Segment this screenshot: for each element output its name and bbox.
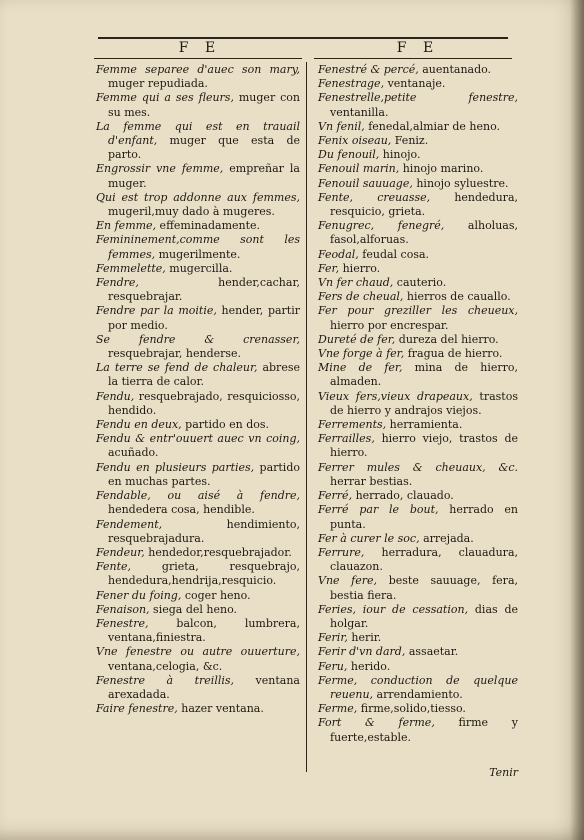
french-headword: Fenugrec, fenegré, <box>318 219 445 233</box>
spanish-gloss: hinojo marino. <box>399 162 484 176</box>
dictionary-entry <box>96 219 300 233</box>
dictionary-entry <box>318 702 518 716</box>
french-headword: Fendeur, <box>96 545 145 559</box>
spanish-gloss: hierros de cauallo. <box>403 290 511 304</box>
spanish-gloss: herradura, clauadura, clauazon. <box>330 545 518 574</box>
french-headword: Du fenouil, <box>318 148 380 162</box>
catchword: Tenir <box>489 766 518 779</box>
spanish-gloss: fragua de hierro. <box>404 347 503 361</box>
dictionary-entry <box>318 333 518 347</box>
spanish-gloss: hinojo. <box>379 148 421 162</box>
dictionary-entry <box>96 120 300 163</box>
spanish-gloss: herrado en punta. <box>330 503 519 531</box>
spanish-gloss: partido en muchas partes. <box>108 460 300 488</box>
dictionary-entry <box>318 489 518 503</box>
french-headword: Fort & ferme, <box>318 716 435 730</box>
header-rule-left <box>94 58 302 59</box>
spanish-gloss: mugeril,muy dado à mugeres. <box>108 205 275 219</box>
spanish-gloss: grieta, resquebrajo, hendedura,hendrija,resquicio. <box>108 560 300 588</box>
french-headword: Ferme, <box>318 702 358 716</box>
dictionary-entry <box>318 716 518 744</box>
french-headword: Femininement,comme sont les femmes, <box>96 233 300 261</box>
french-headword: Faire fenestre, <box>96 702 178 716</box>
dictionary-entry <box>318 546 518 574</box>
french-headword: Fer à curer le soc, <box>318 531 420 545</box>
french-headword: Femme separee d'auec son mary, <box>96 63 300 76</box>
spanish-gloss: resquebrajar, henderse. <box>108 347 242 361</box>
spanish-gloss: mina de hierro, almaden. <box>330 361 518 389</box>
spanish-gloss: hierro por encrespar. <box>330 318 449 332</box>
dictionary-entry <box>96 617 300 645</box>
dictionary-entry <box>318 532 518 546</box>
dictionary-entry <box>318 248 518 262</box>
french-headword: Feru, <box>318 659 348 673</box>
spanish-gloss: fenedal,almiar de heno. <box>364 119 501 133</box>
spanish-gloss: beste sauuage, fera, bestia fiera. <box>330 574 518 602</box>
french-headword: Vne fere, <box>318 574 378 588</box>
dictionary-entry <box>318 418 518 432</box>
dictionary-entry <box>96 262 300 276</box>
dictionary-entry <box>318 290 518 304</box>
header-rule-right <box>314 58 512 59</box>
page-edge-shadow <box>570 0 584 840</box>
dictionary-entry <box>96 63 300 91</box>
french-headword: Fenouil sauuage, <box>318 176 413 190</box>
spanish-gloss: coger heno. <box>181 588 251 602</box>
dictionary-entry <box>318 177 518 191</box>
french-headword: La terre se fend de chaleur, <box>96 361 258 375</box>
french-headword: Fer pour greziller les cheueux, <box>318 304 518 318</box>
french-headword: Fendu en deux, <box>96 418 182 432</box>
french-headword: Fendu & entr'ouuert auec vn coing, <box>96 432 300 446</box>
dictionary-entry <box>96 390 300 418</box>
dictionary-entry <box>318 304 518 332</box>
dictionary-entry <box>96 276 300 304</box>
dictionary-entry <box>96 432 300 460</box>
right-column <box>318 63 518 745</box>
spanish-gloss: arrejada. <box>419 531 474 545</box>
french-headword: Ferir d'vn dard, <box>318 645 406 659</box>
dictionary-entry <box>318 574 518 602</box>
dictionary-entry <box>318 603 518 631</box>
spanish-gloss: feudal cosa. <box>358 247 430 261</box>
dictionary-entry <box>318 503 518 531</box>
french-headword: Femme qui a ses fleurs, <box>96 91 234 105</box>
spanish-gloss: hendedera cosa, hendible. <box>108 503 255 517</box>
dictionary-entry <box>318 660 518 674</box>
spanish-gloss: muger que esta de parto. <box>108 134 300 162</box>
french-headword: Fenestre, <box>96 616 149 630</box>
spanish-gloss: empreñar la muger. <box>108 162 300 190</box>
dictionary-entry <box>96 702 300 716</box>
french-headword: Fendu en plusieurs parties, <box>96 460 255 474</box>
running-head-right: F E <box>396 40 440 56</box>
spanish-gloss: hierro. <box>339 261 381 275</box>
dictionary-entry <box>318 361 518 389</box>
dictionary-entry <box>96 361 300 389</box>
spanish-gloss: acuñado. <box>108 446 159 460</box>
french-headword: Fendre par la moitie, <box>96 304 217 318</box>
french-headword: Fendement, <box>96 517 163 531</box>
french-headword: Fenestrelle,petite fenestre, <box>318 91 518 105</box>
spanish-gloss: mugerilmente. <box>155 247 241 261</box>
dictionary-entry <box>318 262 518 276</box>
french-headword: Ferrer mules & cheuaux, &c. <box>318 460 518 474</box>
french-headword: Ferré par le bout, <box>318 503 439 517</box>
spanish-gloss: ventana arexadada. <box>108 673 300 701</box>
spanish-gloss: hinojo syluestre. <box>412 176 509 190</box>
dictionary-entry <box>96 589 300 603</box>
dictionary-entry <box>318 77 518 91</box>
spanish-gloss: firme,solido,tiesso. <box>357 702 466 716</box>
dictionary-entry <box>96 162 300 190</box>
dictionary-entry <box>318 162 518 176</box>
dictionary-entry <box>96 304 300 332</box>
spanish-gloss: firme y fuerte,estable. <box>330 716 518 744</box>
dictionary-entry <box>318 134 518 148</box>
spanish-gloss: dureza del hierro. <box>395 332 499 346</box>
spanish-gloss: muger repudiada. <box>108 77 208 91</box>
spanish-gloss: abrese la tierra de calor. <box>108 361 300 389</box>
french-headword: Ferir, <box>318 631 348 645</box>
dictionary-entry <box>96 461 300 489</box>
spanish-gloss: hender, partir por medio. <box>108 304 301 332</box>
french-headword: Fers de cheual, <box>318 290 404 304</box>
spanish-gloss: hazer ventana. <box>177 702 264 716</box>
dictionary-entry <box>96 489 300 517</box>
dictionary-entry <box>318 461 518 489</box>
dictionary-entry <box>318 191 518 219</box>
french-headword: Fendre, <box>96 276 139 290</box>
spanish-gloss: hendedor,resquebrajador. <box>144 545 292 559</box>
french-headword: La femme qui est en trauail d'enfant, <box>96 119 300 148</box>
dictionary-entry <box>318 390 518 418</box>
french-headword: Fendable, ou aisé à fendre, <box>96 489 300 503</box>
spanish-gloss: mugercilla. <box>165 261 233 275</box>
french-headword: Feries, iour de cessation, <box>318 602 469 616</box>
french-headword: Fenix oiseau, <box>318 134 392 148</box>
french-headword: Fenouil marin, <box>318 162 400 176</box>
french-headword: Mine de fer, <box>318 361 403 375</box>
spanish-gloss: effeminadamente. <box>156 219 261 233</box>
dictionary-entry <box>318 148 518 162</box>
french-headword: Ferré, <box>318 489 353 503</box>
french-headword: Fente, <box>96 560 132 574</box>
dictionary-entry <box>318 63 518 77</box>
dictionary-entry <box>318 91 518 119</box>
dictionary-entry <box>96 546 300 560</box>
french-headword: Se fendre & crenasser, <box>96 332 300 346</box>
spanish-gloss: herido. <box>347 659 391 673</box>
french-headword: Vne fenestre ou autre ouuerture, <box>96 645 300 659</box>
french-headword: Fente, creuasse, <box>318 190 431 204</box>
dictionary-entry <box>318 219 518 247</box>
dictionary-entry <box>318 347 518 361</box>
spanish-gloss: alholuas, fasol,alforuas. <box>330 219 518 247</box>
spanish-gloss: ventanilla. <box>330 105 389 119</box>
top-rule <box>98 37 508 39</box>
spanish-gloss: trastos de hierro y andrajos viejos. <box>330 389 518 417</box>
dictionary-entry <box>96 674 300 702</box>
dictionary-entry <box>96 518 300 546</box>
spanish-gloss: herrar bestias. <box>330 474 413 488</box>
running-head-left: F E <box>178 40 222 56</box>
dictionary-entry <box>96 233 300 261</box>
spanish-gloss: hender,cachar, resquebrajar. <box>108 276 300 304</box>
french-headword: Fer, <box>318 261 340 275</box>
dictionary-entry <box>318 631 518 645</box>
french-headword: Qui est trop addonne aux femmes, <box>96 190 300 204</box>
dictionary-entry <box>318 120 518 134</box>
dictionary-entry <box>96 191 300 219</box>
column-divider <box>306 62 307 772</box>
spanish-gloss: hierro viejo, trastos de hierro. <box>330 432 518 460</box>
spanish-gloss: ventanaje. <box>384 77 446 91</box>
french-headword: Dureté de fer, <box>318 332 396 346</box>
spanish-gloss: auentanado. <box>418 63 492 76</box>
dictionary-entry <box>318 276 518 290</box>
spanish-gloss: balcon, lumbrera, ventana,finiestra. <box>108 616 300 645</box>
spanish-gloss: assaetar. <box>405 645 459 659</box>
french-headword: Fenestré & percé, <box>318 63 419 76</box>
french-headword: Femmelette, <box>96 261 166 275</box>
dictionary-entry <box>318 432 518 460</box>
french-headword: Vne forge à fer, <box>318 347 405 361</box>
french-headword: En femme, <box>96 219 157 233</box>
dictionary-entry <box>96 91 300 119</box>
dictionary-entry <box>96 333 300 361</box>
dictionary-entry <box>96 560 300 588</box>
dictionary-entry <box>318 674 518 702</box>
spanish-gloss: muger con su mes. <box>108 91 300 119</box>
left-column <box>96 63 300 716</box>
french-headword: Engrossir vne femme, <box>96 162 224 176</box>
dictionary-entry <box>96 418 300 432</box>
spanish-gloss: arrendamiento. <box>373 687 463 701</box>
french-headword: Fener du foing, <box>96 588 182 602</box>
french-headword: Vieux fers,vieux drapeaux, <box>318 389 473 403</box>
spanish-gloss: Feniz. <box>391 134 429 148</box>
french-headword: Fenestre à treillis, <box>96 673 235 687</box>
french-headword: Fendu, <box>96 389 135 403</box>
spanish-gloss: dias de holgar. <box>330 602 518 630</box>
french-headword: Fenaison, <box>96 602 150 616</box>
french-headword: Ferrements, <box>318 418 387 432</box>
spanish-gloss: hendimiento, resquebrajadura. <box>108 517 300 545</box>
french-headword: Fenestrage, <box>318 77 385 91</box>
spanish-gloss: resquebrajado, resquiciosso, hendido. <box>108 389 300 417</box>
spanish-gloss: herir. <box>347 631 382 645</box>
french-headword: Vn fer chaud, <box>318 276 394 290</box>
spanish-gloss: ventana,celogia, &c. <box>108 659 223 673</box>
spanish-gloss: hendedura, resquicio, grieta. <box>330 190 518 219</box>
dictionary-entry <box>318 645 518 659</box>
spanish-gloss: herramienta. <box>386 418 463 432</box>
french-headword: Ferrure, <box>318 545 365 559</box>
french-headword: Ferme, conduction de quelque reuenu, <box>318 673 518 701</box>
french-headword: Vn fenil, <box>318 119 365 133</box>
dictionary-entry <box>96 603 300 617</box>
spanish-gloss: partido en dos. <box>181 418 270 432</box>
spanish-gloss: cauterio. <box>393 276 447 290</box>
french-headword: Feodal, <box>318 247 359 261</box>
french-headword: Ferrailles, <box>318 432 375 446</box>
spanish-gloss: herrado, clauado. <box>352 489 454 503</box>
spanish-gloss: siega del heno. <box>149 602 237 616</box>
dictionary-entry <box>96 645 300 673</box>
